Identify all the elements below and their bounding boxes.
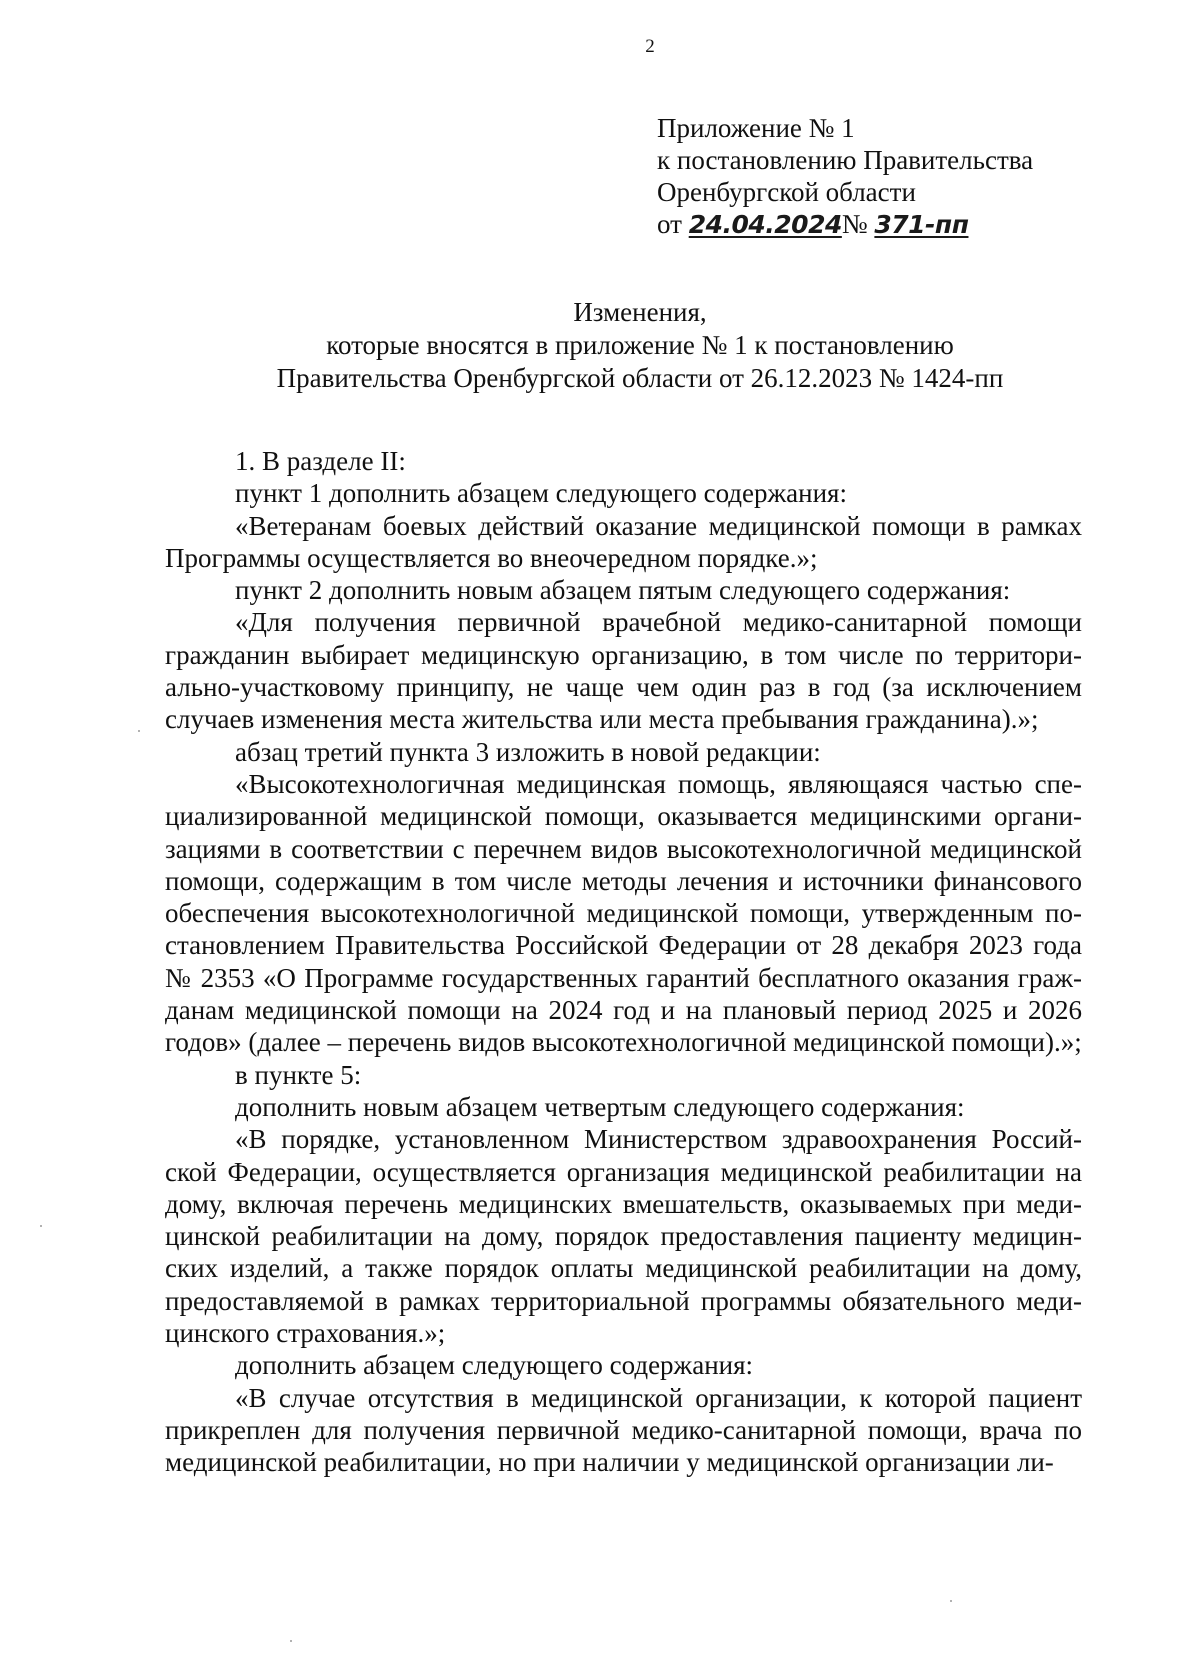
- document-body: [165, 445, 1082, 1479]
- scan-speck: [290, 1640, 292, 1642]
- handwritten-date: 24.04.2024: [688, 210, 842, 239]
- appendix-line-2: к постановлению Правительства: [657, 145, 1034, 175]
- paragraph: пункт 2 дополнить новым абзацем пятым следующего содержания:: [235, 575, 1011, 606]
- appendix-date-line: [657, 208, 1033, 241]
- number-sign: №: [841, 209, 875, 239]
- title-line-3: Правительства Оренбургской области от 26.12.2023 № 1424-пп: [276, 363, 1004, 393]
- title-line-2: которые вносятся в приложение № 1 к постановлению: [326, 330, 954, 360]
- scan-speck: [40, 1225, 42, 1227]
- paragraph: пункт 1 дополнить абзацем следующего содержания:: [235, 478, 847, 509]
- paragraph: «Для получения первичной врачебной медико-санитарной помощи гражданин выбирает медицинскую организацию, в том числе по территориально-участковому принципу, не чаще чем один раз в год (за исключением случаев изменения места жительства или места пребывания гражданина).»;: [165, 607, 1082, 735]
- appendix-line-3: Оренбургской области: [657, 177, 916, 207]
- scan-speck: [950, 1600, 952, 1602]
- paragraph: «Ветеранам боевых действий оказание медицинской помощи в рамках Программы осуществляется во внеочередном порядке.»;: [165, 510, 1082, 573]
- paragraph: 1. В разделе II:: [235, 446, 406, 476]
- paragraph: «В случае отсутствия в медицинской организации, к которой пациент прикреплен для получения первичной медико-санитарной помощи, врача по медицинской реабилитации, но при наличии у медицинской организации ли-: [165, 1382, 1082, 1478]
- page-number: 2: [645, 36, 655, 57]
- paragraph: дополнить абзацем следующего содержания:: [235, 1350, 754, 1381]
- paragraph: дополнить новым абзацем четвертым следующего содержания:: [235, 1091, 965, 1122]
- handwritten-number: 371-пп: [874, 210, 969, 239]
- appendix-line-1: Приложение № 1: [657, 113, 855, 143]
- paragraph: абзац третий пункта 3 изложить в новой редакции:: [235, 736, 821, 767]
- title-line-1: Изменения,: [573, 297, 707, 327]
- appendix-header: [657, 112, 1033, 241]
- paragraph: «В порядке, установленном Министерством здравоохранения Российской Федерации, осуществляется организация медицинской реабилитации на дому, включая перечень медицинских вмешательств, оказываемых при медицинской реабилитации на дому, порядок предоставления пациенту медицинских изделий, а также порядок оплаты медицинской реабилитации на дому, предоставляемой в рамках территориальной программы обязательного медицинского страхования.»;: [165, 1124, 1082, 1349]
- scan-speck: [138, 730, 140, 732]
- paragraph: в пункте 5:: [235, 1059, 362, 1090]
- date-prefix: от: [657, 209, 689, 239]
- document-title: [170, 296, 1110, 395]
- paragraph: «Высокотехнологичная медицинская помощь, являющаяся частью специализированной медицинской помощи, оказывается медицинскими организациями в соответствии с перечнем видов высокотехнологичной медицинской помощи, содержащим в том числе методы лечения и источники финансового обеспечения высокотехнологичной медицинской помощи, утвержденным постановлением Правительства Российской Федерации от 28 декабря 2023 года № 2353 «О Программе государственных гарантий бесплатного оказания гражданам медицинской помощи на 2024 год и на плановый период 2025 и 2026 годов» (далее – перечень видов высокотехнологичной медицинской помощи).»;: [165, 768, 1082, 1058]
